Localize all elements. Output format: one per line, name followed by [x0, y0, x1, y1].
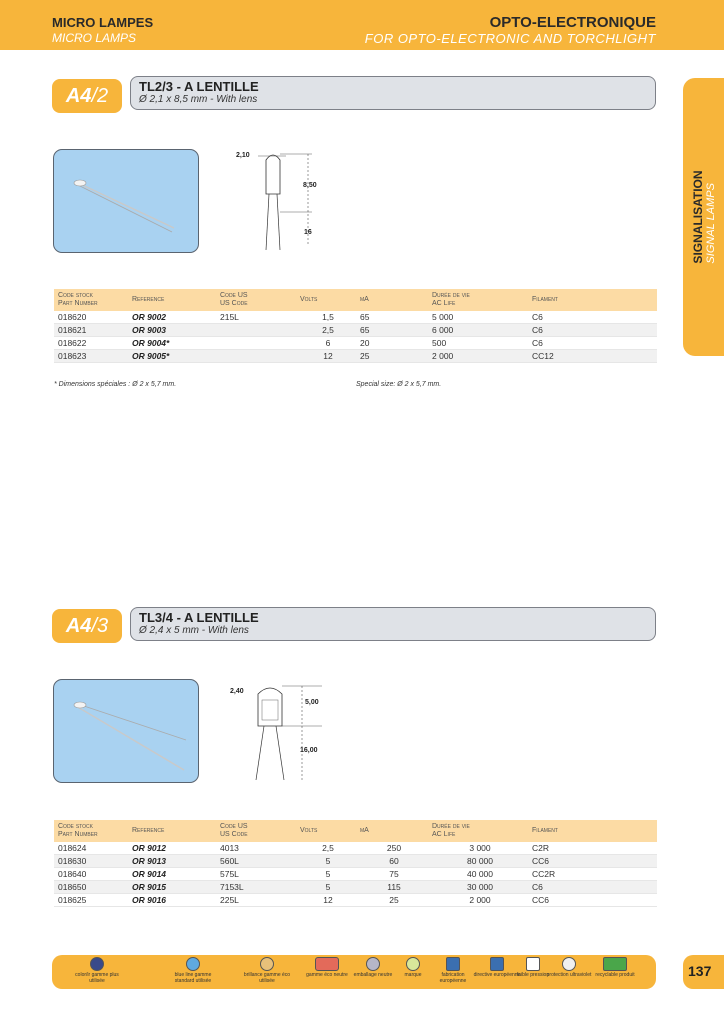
blue-lens-icon: [186, 957, 200, 971]
table-row: [54, 894, 657, 907]
cell-volts: 5: [296, 881, 356, 894]
footer-item: color/ir gamme plus utilisée: [72, 957, 122, 984]
cell-volts: 2,5: [296, 324, 356, 337]
section-title: TL2/3 - A LENTILLE: [139, 79, 259, 94]
cell-filament: C6: [528, 881, 657, 894]
footer-item: emballage neutre: [348, 957, 398, 978]
footer-item: recyclable produit: [590, 957, 640, 978]
table-row: [54, 855, 657, 868]
cell-volts: 12: [296, 894, 356, 907]
cell-us: 575L: [216, 868, 296, 881]
dim-length: 8,50: [303, 182, 317, 189]
note-fr: * Dimensions spéciales : Ø 2 x 5,7 mm.: [54, 381, 177, 388]
footer-item: fabrication européenne: [428, 957, 478, 984]
dim-lead: 16,00: [300, 747, 318, 754]
cell-stock: 018650: [54, 881, 128, 894]
dim-lead: 16: [304, 229, 312, 236]
table-row: [54, 311, 657, 324]
cell-stock: 018624: [54, 842, 128, 855]
lamp-photo-drawing: [54, 150, 198, 252]
cell-us: 225L: [216, 894, 296, 907]
col-reference: Reference: [128, 820, 216, 842]
footer-item: marque: [388, 957, 438, 978]
footer-item: blue line gamme standard utilisée: [168, 957, 218, 984]
badge-main: A4: [65, 85, 92, 107]
col-life: Durée de vie AC Life: [428, 289, 528, 311]
cell-ref: OR 9014: [128, 868, 216, 881]
table-row: [54, 868, 657, 881]
cell-filament: CC12: [528, 350, 657, 363]
cell-life: 5 000: [428, 311, 528, 324]
cell-ref: OR 9016: [128, 894, 216, 907]
cell-life: 30 000: [428, 881, 528, 894]
section-title-box: [130, 76, 656, 110]
footer-item: directive européenne: [472, 957, 522, 978]
brand-icon: [406, 957, 420, 971]
lamp-diagram: [230, 680, 330, 790]
cell-volts: 1,5: [296, 311, 356, 324]
recycle-icon: [603, 957, 627, 971]
cell-us: 4013: [216, 842, 296, 855]
col-filament: Filament: [528, 289, 657, 311]
side-tab-subtitle: SIGNAL LAMPS: [705, 183, 717, 264]
cell-life: 6 000: [428, 324, 528, 337]
cell-us: [216, 350, 296, 363]
cell-life: 500: [428, 337, 528, 350]
cell-stock: 018625: [54, 894, 128, 907]
cell-us: 560L: [216, 855, 296, 868]
header-left-title: MICRO LAMPES: [52, 15, 154, 30]
col-code-us: Code US US Code: [216, 289, 296, 311]
col-volts: Volts: [296, 289, 356, 311]
dim-diameter: 2,40: [230, 688, 244, 695]
side-tab-text: [691, 170, 717, 263]
section-subtitle: Ø 2,1 x 8,5 mm - With lens: [139, 94, 258, 105]
cell-ma: 75: [356, 868, 428, 881]
cell-ref: OR 9003: [128, 324, 216, 337]
cell-filament: CC6: [528, 894, 657, 907]
cell-ma: 60: [356, 855, 428, 868]
cell-ma: 250: [356, 842, 428, 855]
section-title: TL3/4 - A LENTILLE: [139, 610, 259, 625]
lamp-photo-drawing: [54, 680, 198, 782]
table-row: [54, 350, 657, 363]
cell-volts: 12: [296, 350, 356, 363]
col-stock: Code stock Part Number: [54, 289, 128, 311]
cell-ma: 115: [356, 881, 428, 894]
cell-ma: 25: [356, 350, 428, 363]
cell-us: [216, 324, 296, 337]
table-row: [54, 881, 657, 894]
footer-item: protection ultraviolet: [544, 957, 594, 978]
dim-length: 5,00: [305, 699, 319, 706]
lamp-photo: [53, 149, 199, 253]
lamp-photo: [53, 679, 199, 783]
cell-ref: OR 9002: [128, 311, 216, 324]
section-badge: [52, 79, 122, 113]
cell-ref: OR 9013: [128, 855, 216, 868]
col-ma: mA: [356, 289, 428, 311]
col-code-us: Code US US Code: [216, 820, 296, 842]
cell-ma: 25: [356, 894, 428, 907]
dim-diameter: 2,10: [236, 152, 250, 159]
col-stock: Code stock Part Number: [54, 820, 128, 842]
lamp-diagram-drawing: [228, 146, 328, 256]
badge-suffix: /2: [91, 85, 109, 107]
footer-legend-bar: [52, 955, 656, 989]
cell-volts: 2,5: [296, 842, 356, 855]
cell-stock: 018630: [54, 855, 128, 868]
cell-us: 215L: [216, 311, 296, 324]
cell-volts: 5: [296, 855, 356, 868]
badge-main: A4: [65, 615, 92, 637]
page-number: 137: [688, 963, 712, 979]
cell-life: 2 000: [428, 350, 528, 363]
note-en: Special size: Ø 2 x 5,7 mm.: [356, 381, 442, 388]
cell-us: [216, 337, 296, 350]
color-icon: [90, 957, 104, 971]
cell-ma: 65: [356, 311, 428, 324]
cell-stock: 018620: [54, 311, 128, 324]
cell-volts: 6: [296, 337, 356, 350]
product-table: [54, 289, 657, 363]
page-header: [0, 0, 724, 50]
cell-ma: 20: [356, 337, 428, 350]
directive-icon: [490, 957, 504, 971]
section-subtitle: Ø 2,4 x 5 mm - With lens: [139, 625, 249, 636]
cell-ref: OR 9012: [128, 842, 216, 855]
cell-filament: C6: [528, 311, 657, 324]
factory-icon: [446, 957, 460, 971]
side-tab-title: SIGNALISATION: [691, 170, 705, 264]
pressure-icon: [526, 957, 540, 971]
cell-life: 3 000: [428, 842, 528, 855]
cell-ma: 65: [356, 324, 428, 337]
cell-stock: 018622: [54, 337, 128, 350]
header-right-subtitle: FOR OPTO-ELECTRONIC AND TORCHLIGHT: [364, 31, 656, 46]
lamp-diagram-drawing: [230, 680, 330, 790]
cell-filament: C2R: [528, 842, 657, 855]
table-row: [54, 324, 657, 337]
cell-life: 40 000: [428, 868, 528, 881]
footer-item: gamme éco neutre: [302, 957, 352, 978]
header-left-subtitle: MICRO LAMPS: [52, 31, 137, 45]
col-reference: Reference: [128, 289, 216, 311]
col-life: Durée de vie AC Life: [428, 820, 528, 842]
cell-ref: OR 9004*: [128, 337, 216, 350]
cell-ref: OR 9005*: [128, 350, 216, 363]
table-row: [54, 842, 657, 855]
col-ma: mA: [356, 820, 428, 842]
cell-stock: 018621: [54, 324, 128, 337]
cell-filament: C6: [528, 324, 657, 337]
footer-item: brillance gamme éco utilisée: [242, 957, 292, 984]
badge-suffix: /3: [91, 615, 109, 637]
cell-life: 2 000: [428, 894, 528, 907]
cell-filament: C6: [528, 337, 657, 350]
section-title-box: [130, 607, 656, 641]
cell-volts: 5: [296, 868, 356, 881]
iso-icon: [315, 957, 339, 971]
cell-ref: OR 9015: [128, 881, 216, 894]
packaging-icon: [366, 957, 380, 971]
table-row: [54, 337, 657, 350]
cell-stock: 018623: [54, 350, 128, 363]
cell-us: 7153L: [216, 881, 296, 894]
col-filament: Filament: [528, 820, 657, 842]
cell-filament: CC6: [528, 855, 657, 868]
section-badge: [52, 609, 122, 643]
cell-stock: 018640: [54, 868, 128, 881]
header-right-title: OPTO-ELECTRONIQUE: [489, 14, 656, 31]
table-header: [54, 289, 657, 311]
lamp-diagram: [228, 146, 328, 256]
table-header: [54, 820, 657, 842]
cell-life: 80 000: [428, 855, 528, 868]
cell-filament: CC2R: [528, 868, 657, 881]
protection-icon: [562, 957, 576, 971]
product-table: [54, 820, 657, 907]
brilliance-icon: [260, 957, 274, 971]
col-volts: Volts: [296, 820, 356, 842]
footer-item: faible pression: [508, 957, 558, 978]
